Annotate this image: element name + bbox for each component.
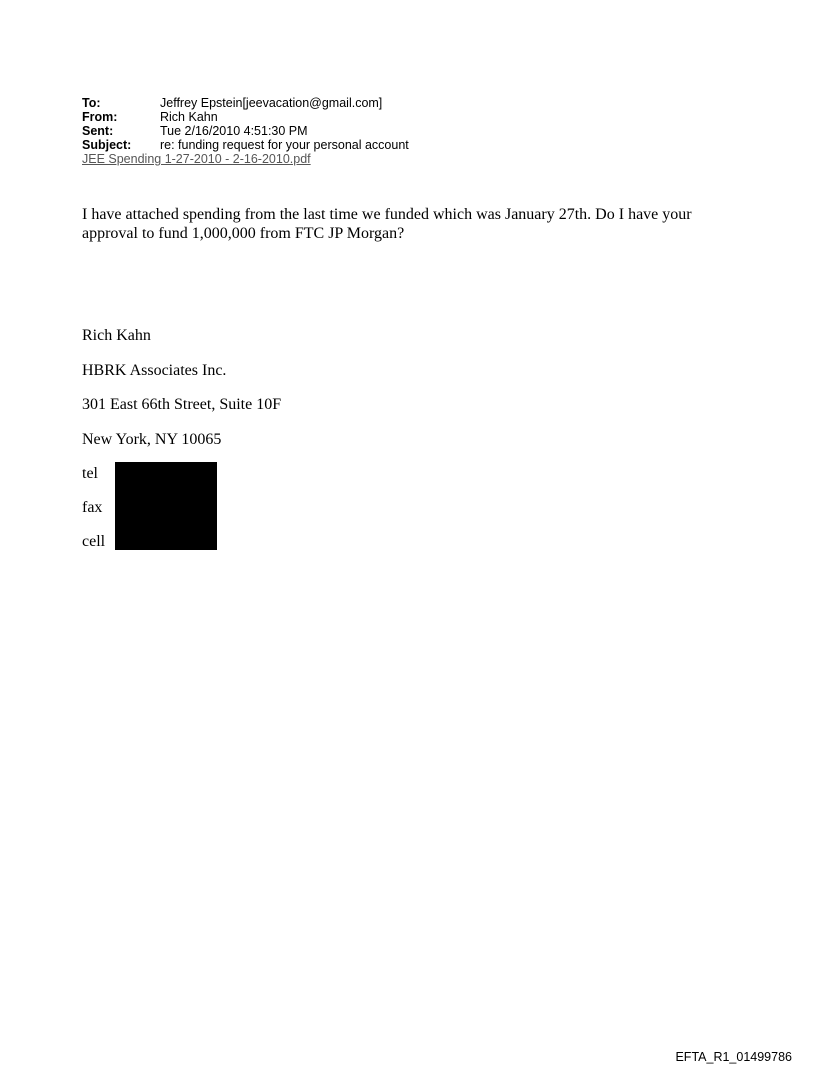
subject-value: re: funding request for your personal account: [160, 138, 409, 152]
signature-city: New York, NY 10065: [82, 431, 222, 448]
email-header: [82, 96, 409, 166]
signature-tel-label: tel: [82, 465, 98, 482]
document-id: EFTA_R1_01499786: [675, 1050, 792, 1064]
signature-fax-label: fax: [82, 499, 103, 516]
redaction-block: [115, 462, 217, 550]
to-row: [82, 96, 409, 110]
sent-label: Sent:: [82, 124, 114, 138]
signature-address: 301 East 66th Street, Suite 10F: [82, 396, 282, 413]
signature-company: HBRK Associates Inc.: [82, 362, 227, 379]
sent-row: [82, 124, 409, 138]
to-label: To:: [82, 96, 101, 110]
attachment-link[interactable]: JEE Spending 1-27-2010 - 2-16-2010.pdf: [82, 152, 311, 166]
from-value: Rich Kahn: [160, 110, 218, 124]
from-row: [82, 110, 409, 124]
email-body: I have attached spending from the last time we funded which was January 27th. Do I have your approval to fund 1,000,000 from FTC JP Morgan?: [82, 206, 692, 242]
signature-name: Rich Kahn: [82, 327, 151, 344]
sent-value: Tue 2/16/2010 4:51:30 PM: [160, 124, 308, 138]
from-label: From:: [82, 110, 118, 124]
subject-label: Subject:: [82, 138, 132, 152]
subject-row: [82, 138, 409, 152]
signature-cell-label: cell: [82, 533, 106, 550]
to-value: Jeffrey Epstein[jeevacation@gmail.com]: [160, 96, 383, 110]
